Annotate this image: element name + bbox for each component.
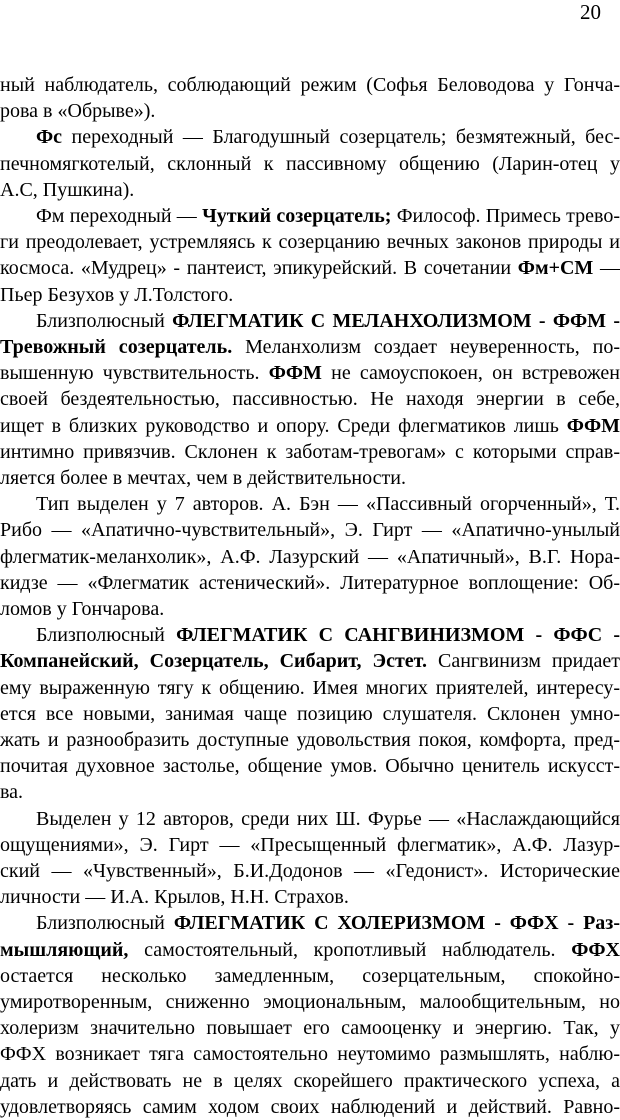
bold-text: Чуткий созерцатель; — [202, 205, 392, 227]
text-line — [0, 753, 620, 779]
text-run: А.С, Пушкина). — [0, 178, 135, 201]
text-line — [0, 360, 620, 386]
text-run: почитая духовное застолье, общение умов. Обычно ценитель искусст- — [0, 755, 620, 778]
text-run: удовлетворяясь самим ходом своих наблюдений и действий. Равно- — [0, 1095, 620, 1118]
text-run: личности — И.А. Крылов, Н.Н. Страхов. — [0, 886, 349, 909]
text-run: ный наблюдатель, соблюдающий режим (Софья Беловодова у Гонча- — [0, 74, 620, 96]
text-run: жать и разнообразить доступные удовольствия покоя, комфорта, пред- — [0, 729, 620, 751]
text-line — [0, 386, 620, 412]
text-line — [0, 1068, 620, 1094]
text-line — [0, 282, 620, 308]
bold-text: ФЛЕГМАТИК С САНГВИНИЗМОМ - ФФС - — [176, 624, 620, 647]
bold-text: ФФМ — [268, 362, 322, 385]
bold-text: ФЛЕГМАТИК С ХОЛЕРИЗМОМ - ФФХ - Раз- — [173, 912, 620, 935]
text-run: ощущениями», Э. Гирт — «Пресыщенный флегматик», А.Ф. Лазур- — [0, 833, 620, 856]
text-line — [0, 884, 620, 910]
text-run: Тип выделен у 7 авторов. А. Бэн — «Пассивный огорченный», Т. — [36, 493, 620, 516]
text-line — [0, 544, 620, 570]
text-run: остается несколько замедленным, созерцательным, спокойно- — [0, 964, 620, 987]
text-run: Меланхолизм создает неуверенность, по- — [232, 336, 620, 358]
text-run: ищет в близких руководство и опору. Среди флегматиков лишь — [0, 414, 567, 437]
text-run: Выделен у 12 авторов, среди них Ш. Фурье — «Наслаждающийся — [36, 807, 620, 830]
text-run: Фм переходный — — [36, 205, 203, 227]
text-run: печномягкотелый, склонный к пассивному общению (Ларин-отец у — [0, 152, 620, 175]
text-run: ги преодолевает, устремляясь к созерцанию вечных законов природы и — [0, 231, 620, 254]
text-run: кидзе — «Флегматик астенический». Литературное воплощение: Об- — [0, 571, 620, 594]
bold-text: ФЛЕГМАТИК С МЕЛАНХОЛИЗМОМ - ФФМ - — [172, 309, 620, 332]
text-run: Философ. Примесь трево- — [391, 205, 620, 227]
text-run: рова в «Обрыве»). — [0, 100, 156, 123]
bold-text: Фс — [36, 126, 63, 149]
text-line — [0, 177, 620, 203]
text-line — [36, 910, 620, 936]
text-line — [0, 701, 620, 727]
text-line — [0, 937, 620, 963]
text-line — [0, 98, 620, 124]
text-run: ломов у Гончарова. — [0, 598, 165, 620]
text-run: холеризм значительно повышает его самооценку и энергию. Так, у — [0, 1017, 620, 1040]
page-number: 20 — [580, 0, 601, 24]
text-line — [0, 727, 620, 753]
text-line — [0, 779, 620, 805]
text-run: ФФХ возникает тяга самостоятельно неутомимо размышлять, наблю- — [0, 1043, 620, 1066]
text-line — [0, 1015, 620, 1041]
bold-text: ФФМ — [566, 414, 620, 437]
text-run: Близполюсный — [36, 309, 173, 332]
text-line — [0, 963, 620, 989]
text-line — [0, 517, 620, 543]
bold-text: Фм+СМ — [517, 257, 594, 280]
text-run: Близполюсный — [36, 912, 174, 935]
text-run: ется все новыми, занимая чаще позицию слушателя. Склонен умно- — [0, 702, 620, 725]
bold-text: Тревожный созерцатель. — [0, 336, 233, 358]
text-run: ляется более в мечтах, чем в действительности. — [0, 467, 406, 489]
text-line — [36, 308, 620, 334]
text-line — [0, 413, 620, 439]
text-line — [0, 439, 620, 465]
text-line — [0, 255, 620, 281]
text-line — [0, 334, 620, 360]
text-line — [0, 858, 620, 884]
text-line — [0, 72, 620, 98]
text-line — [36, 806, 620, 832]
text-run: переходный — Благодушный созерцатель; безмятежный, бес- — [62, 126, 620, 149]
text-run: интимно привязчив. Склонен к заботам-тревогам» с которыми справ- — [0, 440, 620, 463]
text-run: самостоятельный, кропотливый наблюдатель. — [128, 938, 572, 961]
text-run: вышенную чувствительность. — [0, 362, 269, 385]
text-run: дать и действовать не в целях скорейшего практического успеха, а — [0, 1069, 620, 1092]
text-line — [0, 1041, 620, 1067]
text-line — [0, 465, 620, 491]
bold-text: мышляющий, — [0, 938, 129, 961]
text-line — [36, 491, 620, 517]
text-run: умиротворенным, сниженно эмоциональным, малообщительным, но — [0, 991, 620, 1013]
text-line — [0, 596, 620, 622]
text-run: своей бездеятельностью, пассивностью. Не находя энергии в себе, — [0, 388, 620, 411]
text-line — [0, 570, 620, 596]
text-run: не самоуспокоен, он встревожен — [321, 362, 620, 385]
text-line — [0, 989, 620, 1015]
text-line — [36, 622, 620, 648]
text-run: Рибо — «Апатично-чувствительный», Э. Гирт — «Апатично-унылый — [0, 519, 620, 542]
text-line — [0, 648, 620, 674]
text-run: ский — «Чувственный», Б.И.Додонов — «Гедонист». Исторические — [0, 860, 620, 882]
text-line — [0, 832, 620, 858]
text-line — [0, 151, 620, 177]
text-line — [36, 124, 620, 150]
text-line — [36, 203, 620, 229]
text-run: флегматик-меланхолик», А.Ф. Лазурский — «Апатичный», В.Г. Нора- — [0, 545, 620, 568]
bold-text: Компанейский, Созерцатель, Сибарит, Эстет. — [0, 650, 427, 673]
text-run: Сангвинизм придает — [427, 650, 620, 673]
text-line — [0, 1094, 620, 1120]
text-run: — — [593, 257, 620, 280]
text-line — [0, 229, 620, 255]
text-run: космоса. «Мудрец» - пантеист, эпикурейский. В сочетании — [0, 257, 518, 280]
text-line — [0, 675, 620, 701]
text-run: Близполюсный — [36, 624, 177, 647]
bold-text: ФФХ — [571, 938, 620, 961]
text-run: Пьер Безухов у Л.Толстого. — [0, 283, 234, 306]
text-run: ему выраженную тягу к общению. Имея многих приятелей, интересу- — [0, 676, 620, 699]
text-run: ва. — [0, 781, 24, 804]
